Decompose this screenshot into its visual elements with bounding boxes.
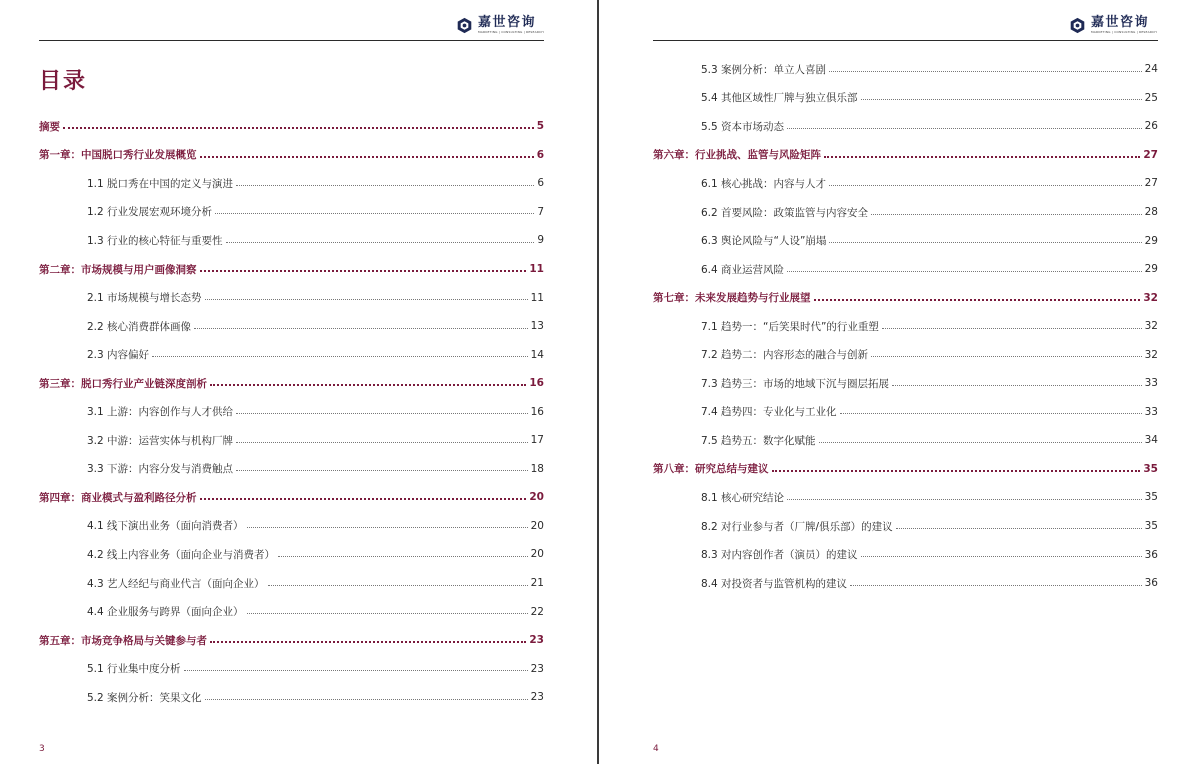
toc-entry-page: 16 <box>529 377 544 390</box>
toc-section-entry[interactable] <box>39 597 544 626</box>
toc-dot-leader <box>850 585 1142 586</box>
toc-entry-page: 7 <box>537 205 544 218</box>
toc-dot-leader <box>278 556 528 557</box>
toc-chapter-entry[interactable] <box>39 141 544 170</box>
toc-dot-leader <box>814 299 1141 301</box>
toc-section-entry[interactable] <box>653 398 1158 427</box>
toc-entry-page: 13 <box>530 320 544 333</box>
toc-section-entry[interactable] <box>39 340 544 369</box>
toc-section-entry[interactable] <box>653 312 1158 341</box>
header-rule <box>39 40 544 41</box>
toc-entry-label: 3.1 上游：内容创作与人才供给 <box>87 406 234 419</box>
toc-section-entry[interactable] <box>653 483 1158 512</box>
toc-entry-page: 35 <box>1144 491 1158 504</box>
toc-entry-page: 5 <box>536 120 544 133</box>
toc-dot-leader <box>892 385 1142 386</box>
toc-entry-label: 7.5 趋势五：数字化赋能 <box>701 434 816 447</box>
toc-entry-label: 6.3 舆论风险与“人设”崩塌 <box>701 235 827 248</box>
toc-section-entry[interactable] <box>39 198 544 227</box>
right-page <box>599 0 1185 764</box>
toc-entry-label: 第六章：行业挑战、监管与风险矩阵 <box>653 149 821 162</box>
toc-entry-page: 6 <box>536 148 544 161</box>
toc-dot-leader <box>787 271 1142 272</box>
brand-tagline: MARKETING | CONSULTING | RESEARCH <box>1091 29 1157 34</box>
toc-dot-leader <box>152 356 528 357</box>
toc-entry-page: 27 <box>1143 148 1158 161</box>
brand-name: 嘉世咨询 <box>478 14 537 30</box>
toc-section-entry[interactable] <box>39 426 544 455</box>
toc-section-entry[interactable] <box>39 512 544 541</box>
toc-entry-page: 9 <box>537 234 544 247</box>
toc-entry-label: 第八章：研究总结与建议 <box>653 463 769 476</box>
toc-section-entry[interactable] <box>653 226 1158 255</box>
toc-section-entry[interactable] <box>39 169 544 198</box>
toc-dot-leader <box>829 242 1141 243</box>
toc-entry-page: 26 <box>1144 120 1158 133</box>
toc-entry-label: 3.3 下游：内容分发与消费触点 <box>87 463 234 476</box>
toc-dot-leader <box>63 127 534 129</box>
toc-chapter-entry[interactable] <box>39 112 544 141</box>
toc-entry-label: 6.2 首要风险：政策监管与内容安全 <box>701 206 869 219</box>
toc-entry-label: 摘要 <box>39 120 60 133</box>
toc-entry-label: 6.1 核心挑战：内容与人才 <box>701 177 827 190</box>
toc-entry-page: 6 <box>537 177 544 190</box>
toc-title: 目录 <box>39 69 88 94</box>
toc-entry-page: 14 <box>530 348 544 361</box>
toc-entry-page: 20 <box>530 519 544 532</box>
toc-entry-label: 第二章：市场规模与用户画像洞察 <box>39 263 197 276</box>
brand-logo <box>456 13 544 37</box>
toc-dot-leader <box>226 242 535 243</box>
toc-section-entry[interactable] <box>653 84 1158 113</box>
toc-entry-page: 33 <box>1144 405 1158 418</box>
toc-entry-page: 20 <box>529 491 544 504</box>
toc-dot-leader <box>236 413 528 414</box>
toc-dot-leader <box>787 128 1142 129</box>
toc-entry-page: 35 <box>1143 462 1158 475</box>
toc-entry-page: 33 <box>1144 377 1158 390</box>
toc-section-entry[interactable] <box>39 569 544 598</box>
toc-section-entry[interactable] <box>39 654 544 683</box>
toc-entry-label: 4.1 线下演出业务（面向消费者） <box>87 520 244 533</box>
toc-dot-leader <box>210 641 526 643</box>
toc-entry-label: 4.3 艺人经纪与商业代言（面向企业） <box>87 577 265 590</box>
brand-logo-icon <box>456 17 473 34</box>
toc-entry-page: 32 <box>1143 291 1158 304</box>
toc-dot-leader <box>205 299 528 300</box>
toc-dot-leader <box>200 498 527 500</box>
toc-section-entry[interactable] <box>653 540 1158 569</box>
toc-entry-page: 16 <box>530 405 544 418</box>
toc-dot-leader <box>194 328 528 329</box>
toc-chapter-entry[interactable] <box>653 455 1158 484</box>
toc-section-entry[interactable] <box>653 112 1158 141</box>
toc-entry-label: 2.2 核心消费群体画像 <box>87 320 192 333</box>
toc-dot-leader <box>236 185 534 186</box>
toc-chapter-entry[interactable] <box>39 369 544 398</box>
toc-section-entry[interactable] <box>39 312 544 341</box>
toc-entry-label: 第七章：未来发展趋势与行业展望 <box>653 292 811 305</box>
toc-entry-label: 8.2 对行业参与者（厂牌/俱乐部）的建议 <box>701 520 893 533</box>
toc-section-entry[interactable] <box>653 340 1158 369</box>
toc-entry-page: 21 <box>530 577 544 590</box>
toc-entry-label: 第三章：脱口秀行业产业链深度剖析 <box>39 377 207 390</box>
toc-section-entry[interactable] <box>39 283 544 312</box>
toc-entry-label: 5.5 资本市场动态 <box>701 120 785 133</box>
toc-dot-leader <box>871 214 1142 215</box>
toc-chapter-entry[interactable] <box>39 626 544 655</box>
toc-dot-leader <box>861 556 1142 557</box>
toc-entry-page: 36 <box>1144 577 1158 590</box>
toc-entry-page: 11 <box>530 291 544 304</box>
toc-entry-label: 1.2 行业发展宏观环境分析 <box>87 206 213 219</box>
toc-entry-page: 32 <box>1144 348 1158 361</box>
toc-dot-leader <box>247 527 528 528</box>
toc-entry-page: 18 <box>530 462 544 475</box>
toc-entry-page: 28 <box>1144 206 1158 218</box>
toc-dot-leader <box>861 99 1142 100</box>
toc-dot-leader <box>236 442 528 443</box>
toc-entry-label: 1.1 脱口秀在中国的定义与演进 <box>87 177 234 190</box>
toc-section-entry[interactable] <box>39 540 544 569</box>
toc-chapter-entry[interactable] <box>653 141 1158 170</box>
toc-entry-label: 6.4 商业运营风险 <box>701 263 785 276</box>
toc-section-entry[interactable] <box>653 169 1158 198</box>
toc-chapter-entry[interactable] <box>39 483 544 512</box>
page-number: 4 <box>653 744 659 754</box>
toc-chapter-entry[interactable] <box>39 255 544 284</box>
toc-section-entry[interactable] <box>653 426 1158 455</box>
toc-section-entry[interactable] <box>39 226 544 255</box>
toc-entry-page: 27 <box>1144 177 1158 190</box>
toc-entry-label: 3.2 中游：运营实体与机构厂牌 <box>87 434 234 447</box>
toc-dot-leader <box>840 413 1142 414</box>
toc-dot-leader <box>829 71 1142 72</box>
toc-dot-leader <box>215 213 534 214</box>
toc-entry-page: 25 <box>1144 91 1158 104</box>
toc-dot-leader <box>772 470 1141 472</box>
toc-chapter-entry[interactable] <box>653 283 1158 312</box>
toc-dot-leader <box>871 356 1142 357</box>
toc-dot-leader <box>200 270 527 272</box>
toc-entry-page: 29 <box>1144 263 1158 276</box>
toc-entry-page: 17 <box>530 434 544 447</box>
toc-entry-page: 22 <box>530 605 544 618</box>
toc-entry-label: 8.3 对内容创作者（演员）的建议 <box>701 549 858 562</box>
toc-section-entry[interactable] <box>653 569 1158 598</box>
toc-dot-leader <box>896 528 1142 529</box>
toc-dot-leader <box>829 185 1142 186</box>
toc-section-entry[interactable] <box>653 55 1158 84</box>
toc-entry-label: 2.1 市场规模与增长态势 <box>87 292 202 305</box>
toc-entry-page: 32 <box>1144 320 1158 333</box>
brand-logo <box>1069 13 1157 37</box>
toc-entry-page: 24 <box>1144 63 1158 76</box>
toc-entry-label: 5.4 其他区域性厂牌与独立俱乐部 <box>701 92 858 105</box>
toc-section-entry[interactable] <box>653 369 1158 398</box>
toc-dot-leader <box>787 499 1142 500</box>
toc-dot-leader <box>210 384 526 386</box>
brand-logo-icon <box>1069 17 1086 34</box>
brand-tagline: MARKETING | CONSULTING | RESEARCH <box>478 29 544 34</box>
toc-entry-label: 8.4 对投资者与监管机构的建议 <box>701 577 848 590</box>
toc-entry-label: 2.3 内容偏好 <box>87 349 150 362</box>
toc-section-entry[interactable] <box>653 512 1158 541</box>
toc-entry-page: 11 <box>529 263 544 275</box>
toc-entry-label: 第五章：市场竞争格局与关键参与者 <box>39 634 207 647</box>
toc-dot-leader <box>882 328 1142 329</box>
toc-dot-leader <box>200 156 534 158</box>
toc-entry-page: 29 <box>1144 234 1158 247</box>
toc-entry-label: 4.2 线上内容业务（面向企业与消费者） <box>87 548 276 561</box>
toc-entry-page: 23 <box>529 634 544 647</box>
header-rule <box>653 40 1158 41</box>
toc-list-right <box>653 55 1158 597</box>
toc-entry-label: 5.2 案例分析：笑果文化 <box>87 691 202 704</box>
toc-entry-page: 34 <box>1144 434 1158 447</box>
toc-entry-label: 7.3 趋势三：市场的地域下沉与圈层拓展 <box>701 377 890 390</box>
toc-dot-leader <box>247 613 528 614</box>
toc-section-entry[interactable] <box>39 683 544 712</box>
toc-entry-page: 35 <box>1144 520 1158 533</box>
toc-entry-label: 1.3 行业的核心特征与重要性 <box>87 234 223 247</box>
toc-entry-label: 7.4 趋势四：专业化与工业化 <box>701 406 837 419</box>
toc-entry-page: 23 <box>530 691 544 704</box>
toc-entry-page: 20 <box>530 548 544 561</box>
toc-section-entry[interactable] <box>39 455 544 484</box>
toc-dot-leader <box>184 670 528 671</box>
toc-section-entry[interactable] <box>653 198 1158 227</box>
toc-entry-label: 7.1 趋势一：“后笑果时代”的行业重塑 <box>701 320 879 333</box>
toc-entry-label: 5.1 行业集中度分析 <box>87 663 181 676</box>
toc-list-left <box>39 112 544 711</box>
toc-entry-page: 36 <box>1144 548 1158 561</box>
page-number: 3 <box>39 744 45 754</box>
toc-entry-page: 23 <box>530 662 544 675</box>
toc-entry-label: 8.1 核心研究结论 <box>701 491 785 504</box>
toc-dot-leader <box>819 442 1142 443</box>
toc-dot-leader <box>268 585 528 586</box>
toc-entry-label: 5.3 案例分析：单立人喜剧 <box>701 63 827 76</box>
brand-name: 嘉世咨询 <box>1091 14 1150 30</box>
toc-dot-leader <box>236 470 528 471</box>
toc-entry-label: 7.2 趋势二：内容形态的融合与创新 <box>701 349 869 362</box>
toc-entry-label: 第四章：商业模式与盈利路径分析 <box>39 491 197 504</box>
toc-dot-leader <box>824 156 1140 158</box>
toc-entry-label: 4.4 企业服务与跨界（面向企业） <box>87 606 244 619</box>
toc-section-entry[interactable] <box>39 397 544 426</box>
toc-dot-leader <box>205 699 528 700</box>
toc-entry-label: 第一章：中国脱口秀行业发展概览 <box>39 149 197 162</box>
toc-section-entry[interactable] <box>653 255 1158 284</box>
